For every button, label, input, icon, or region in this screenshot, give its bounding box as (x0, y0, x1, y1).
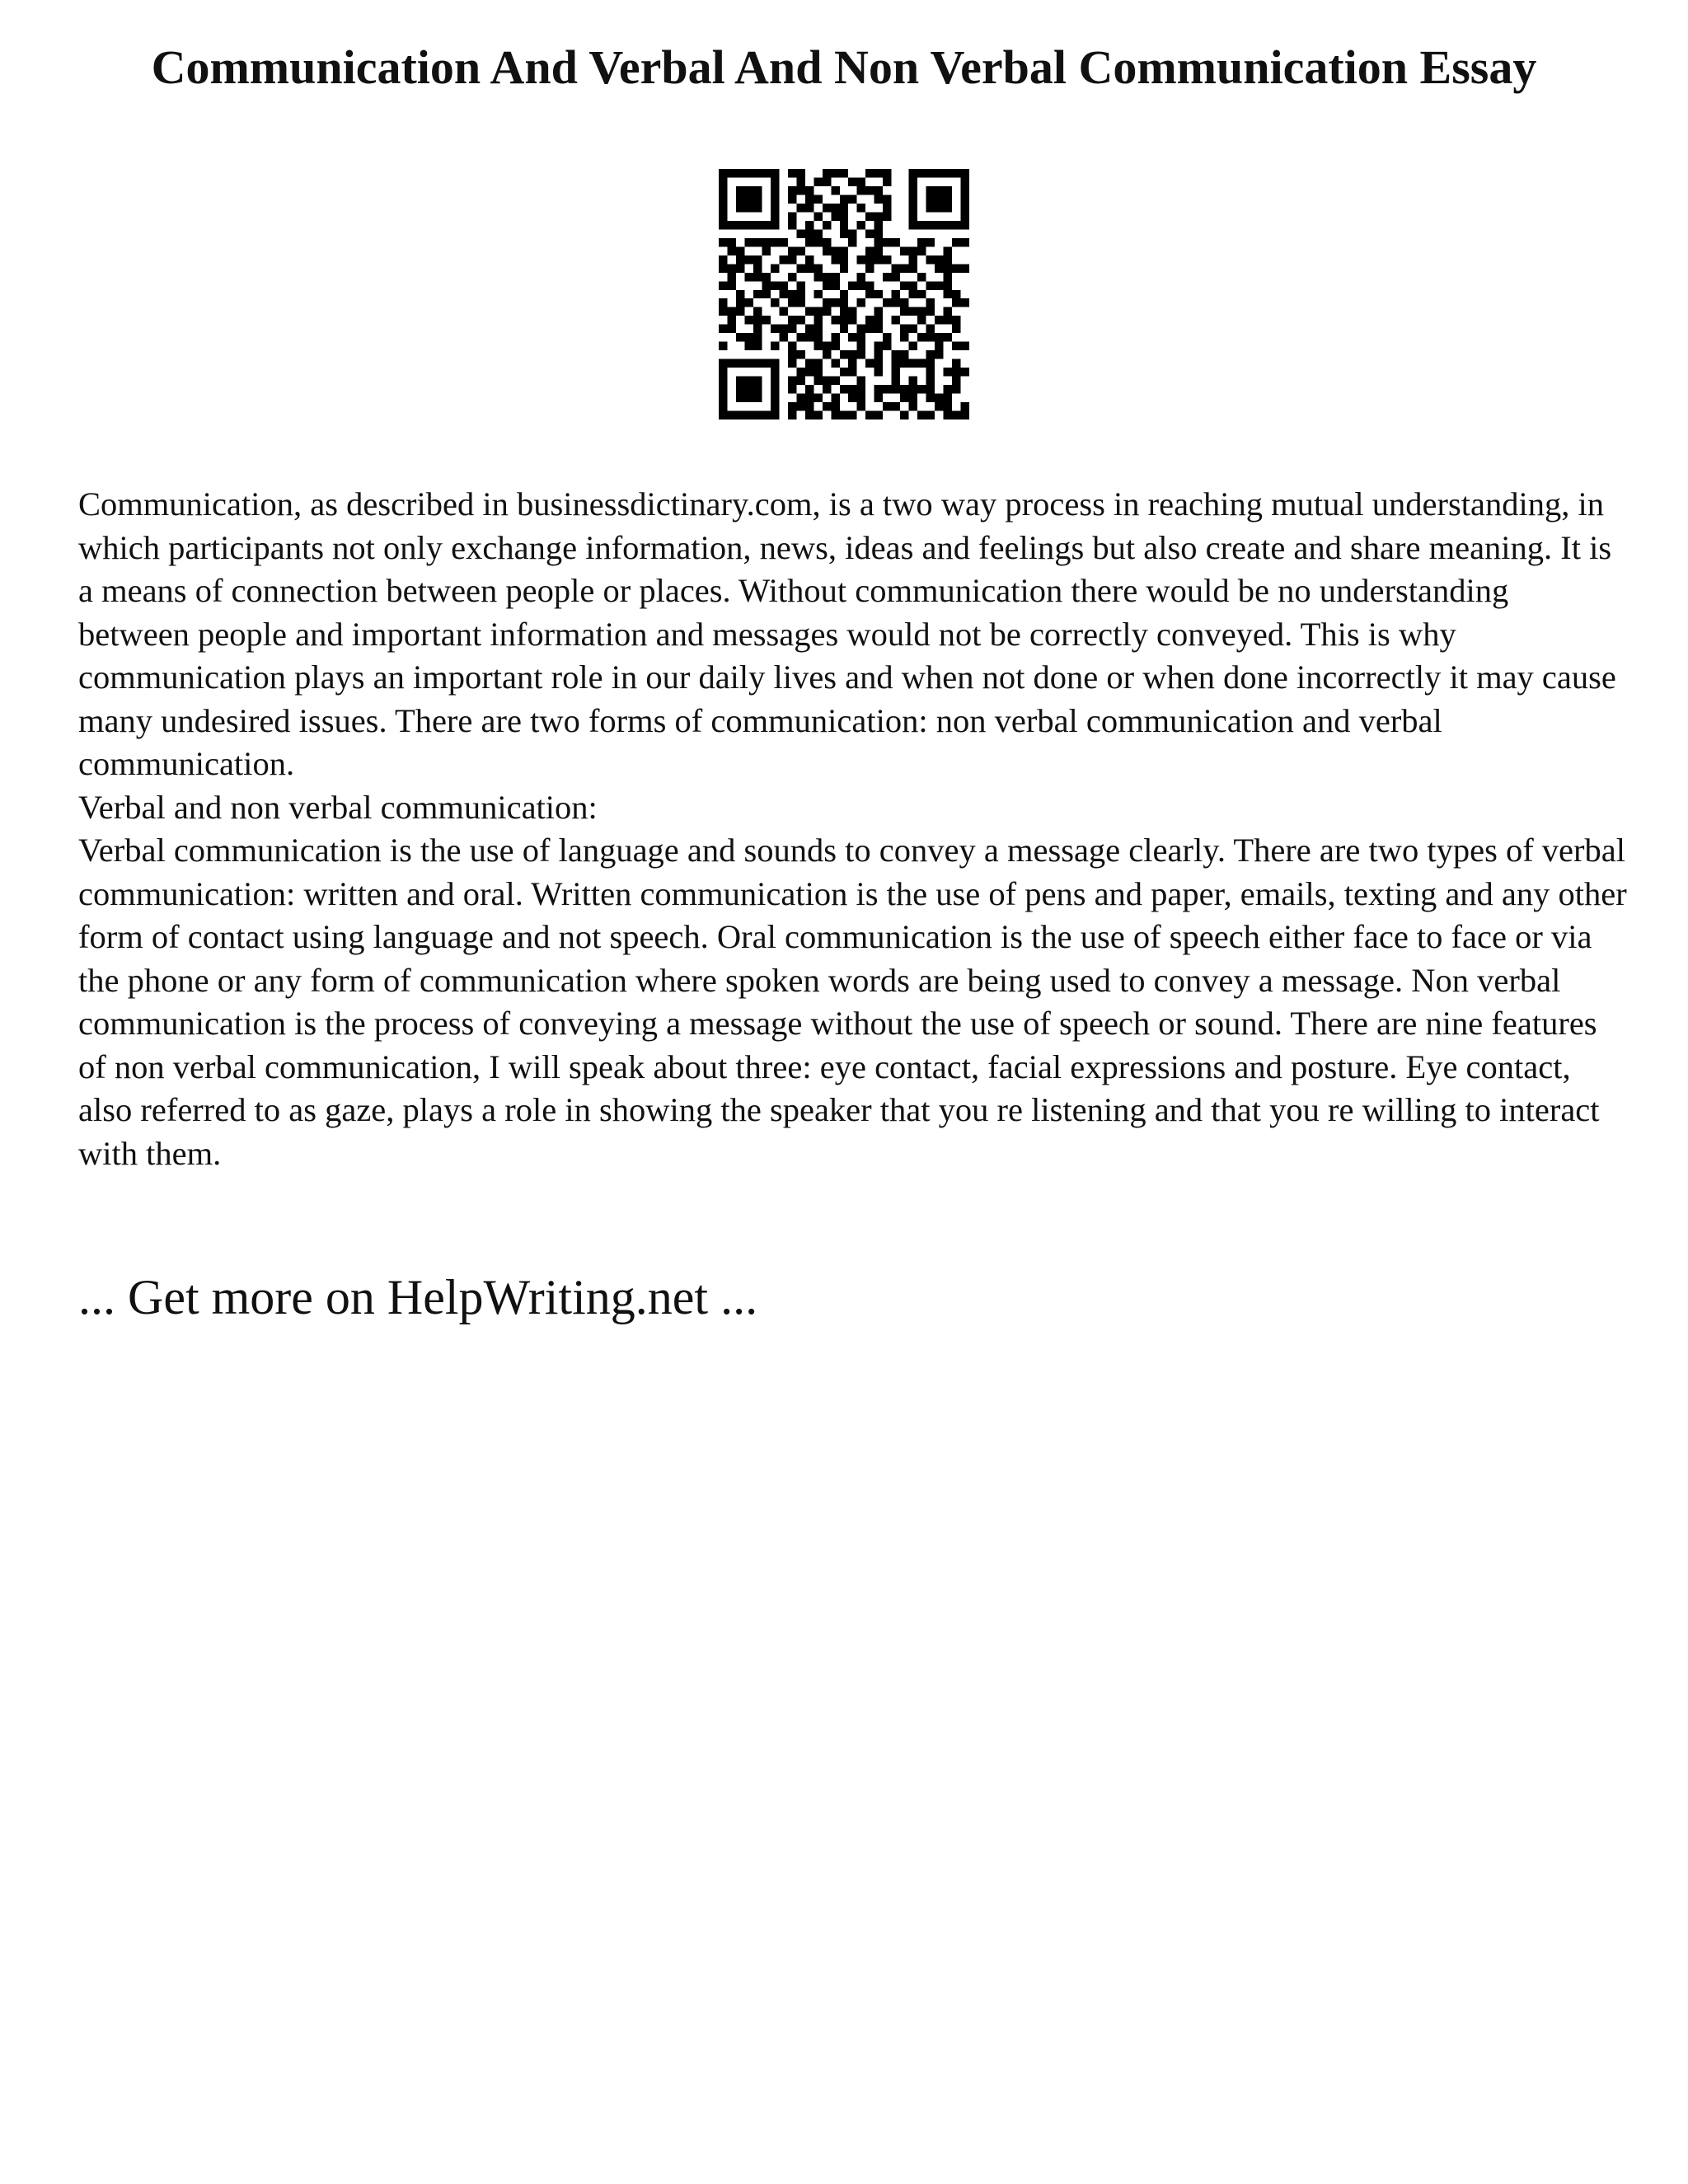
paragraph-heading: Verbal and non verbal communication: (78, 788, 598, 826)
get-more-link[interactable]: ... Get more on HelpWriting.net ... (78, 1270, 758, 1324)
paragraph-verbal-nonverbal: Verbal communication is the use of language and sounds to convey a message clearly. There are two types of verbal communication: written and oral. Written communication is the use of pens and paper, emails, texting and any other form of contact using language and not speech. Oral communication is the use of speech either face to face or via the phone or any form of communication where spoken words are being used to convey a message. Non verbal communication is the process of conveying a message without the use of speech or sound. There are nine features of non verbal communication, I will speak about three: eye contact, facial expressions and posture. Eye contact, also referred to as gaze, plays a role in showing the speaker that you re listening and that you re willing to interact with them. (78, 832, 1627, 1172)
qr-code-graphic (719, 169, 969, 419)
document-title: Communication And Verbal And Non Verbal Communication Essay (151, 40, 1537, 94)
paragraph-intro: Communication, as described in businessdictinary.com, is a two way process in reaching mutual understanding, in which participants not only exchange information, news, ideas and feelings but also create and share meaning. It is a means of connection between people or places. Without communication there would be no understanding between people and important information and messages would not be correctly conveyed. This is why communication plays an important role in our daily lives and when not done or when done incorrectly it may cause many undesired issues. There are two forms of communication: non verbal communication and verbal communication. (78, 485, 1616, 782)
essay-body (78, 483, 1628, 1175)
qr-code-icon (719, 169, 969, 419)
